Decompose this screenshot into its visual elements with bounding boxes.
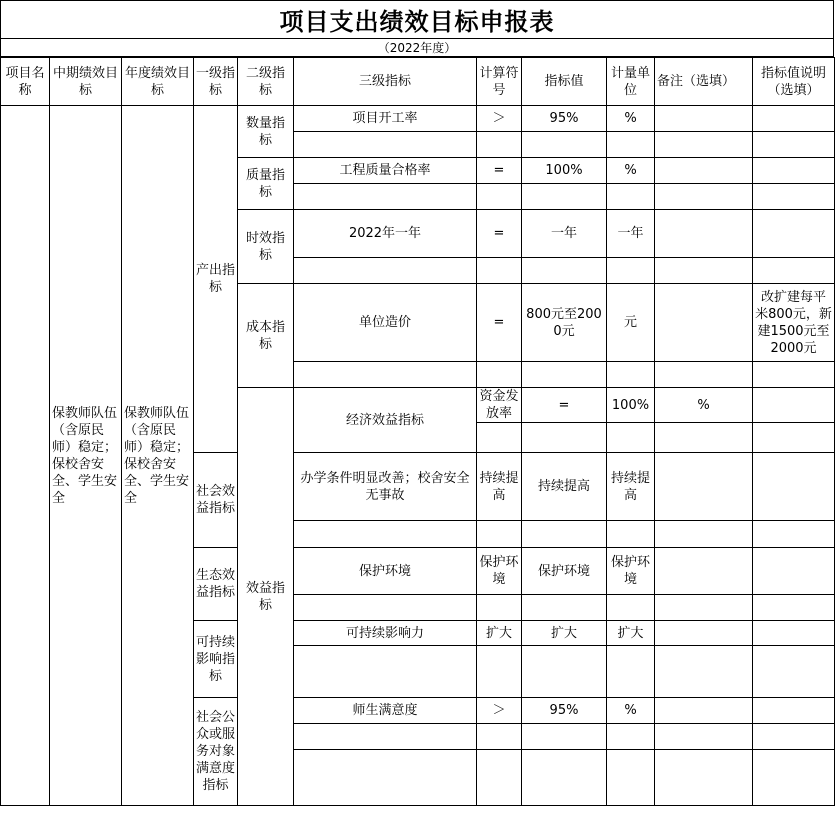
ecological-l3: 保护环境 [294,548,477,595]
header-row [1,58,835,106]
sustainable-val: 扩大 [522,621,607,646]
satisfaction-desc [753,698,835,724]
social-remark [655,453,753,521]
header-level3: 三级指标 [294,58,477,106]
cost-val: 800元至2000元 [522,284,607,362]
sustainable-desc [753,621,835,646]
economic-l3: 资金发放率 [477,388,522,423]
timeliness-val: 一年 [522,210,607,258]
performance-table [0,57,835,806]
level2-sustainable: 可持续影响指标 [194,621,238,698]
form-year: （2022年度） [0,38,834,57]
quality-unit: % [607,158,655,184]
header-mid-goal: 中期绩效目标 [50,58,122,106]
form-title: 项目支出绩效目标申报表 [0,0,834,38]
annual-goal-cell: 保教师队伍（含原民师）稳定；保校舍安全、学生安全 [122,106,194,806]
timeliness-l3: 2022年一年 [294,210,477,258]
level2-social: 社会效益指标 [194,453,238,548]
quantity-unit: % [607,106,655,132]
social-desc [753,453,835,521]
social-sym: 持续提高 [477,453,522,521]
cost-l3: 单位造价 [294,284,477,362]
sustainable-sym: 扩大 [477,621,522,646]
quantity-desc [753,106,835,132]
header-calc-symbol: 计算符号 [477,58,522,106]
sustainable-remark [655,621,753,646]
social-unit: 持续提高 [607,453,655,521]
quality-l3: 工程质量合格率 [294,158,477,184]
satisfaction-l3: 师生满意度 [294,698,477,724]
quality-desc [753,158,835,184]
level1-output: 产出指标 [194,106,238,453]
satisfaction-unit: % [607,698,655,724]
cost-remark [655,284,753,362]
sustainable-unit: 扩大 [607,621,655,646]
social-l3: 办学条件明显改善；校舍安全无事故 [294,453,477,521]
timeliness-sym: = [477,210,522,258]
header-level1: 一级指标 [194,58,238,106]
header-indicator-value: 指标值 [522,58,607,106]
table-row [1,106,835,132]
timeliness-unit: 一年 [607,210,655,258]
header-project-name: 项目名称 [1,58,50,106]
level2-quantity: 数量指标 [238,106,294,158]
quality-remark [655,158,753,184]
mid-goal-cell: 保教师队伍（含原民师）稳定；保校舍安全、学生安全 [50,106,122,806]
header-level2: 二级指标 [238,58,294,106]
quality-sym: = [477,158,522,184]
timeliness-remark [655,210,753,258]
quantity-sym: ＞ [477,106,522,132]
economic-unit: % [655,388,753,423]
level1-benefit: 效益指标 [238,388,294,806]
satisfaction-sym: ＞ [477,698,522,724]
timeliness-desc [753,210,835,258]
level2-economic: 经济效益指标 [294,388,477,453]
social-val: 持续提高 [522,453,607,521]
sustainable-l3: 可持续影响力 [294,621,477,646]
level2-cost: 成本指标 [238,284,294,388]
level2-ecological: 生态效益指标 [194,548,238,621]
satisfaction-val: 95% [522,698,607,724]
header-remark: 备注（选填） [655,58,753,106]
header-value-desc: 指标值说明（选填） [753,58,835,106]
economic-remark [753,388,835,423]
satisfaction-remark [655,698,753,724]
quality-val: 100% [522,158,607,184]
header-annual-goal: 年度绩效目标 [122,58,194,106]
ecological-desc [753,548,835,595]
level2-quality: 质量指标 [238,158,294,210]
project-name-cell [1,106,50,806]
quantity-l3: 项目开工率 [294,106,477,132]
cost-sym: = [477,284,522,362]
ecological-unit: 保护环境 [607,548,655,595]
ecological-val: 保护环境 [522,548,607,595]
level2-timeliness: 时效指标 [238,210,294,284]
quantity-val: 95% [522,106,607,132]
quantity-remark [655,106,753,132]
economic-val: 100% [607,388,655,423]
ecological-remark [655,548,753,595]
economic-sym: = [522,388,607,423]
cost-unit: 元 [607,284,655,362]
ecological-sym: 保护环境 [477,548,522,595]
header-unit: 计量单位 [607,58,655,106]
cost-desc: 改扩建每平米800元，新建1500元至2000元 [753,284,835,362]
level2-satisfaction: 社会公众或服务对象满意度指标 [194,698,238,806]
